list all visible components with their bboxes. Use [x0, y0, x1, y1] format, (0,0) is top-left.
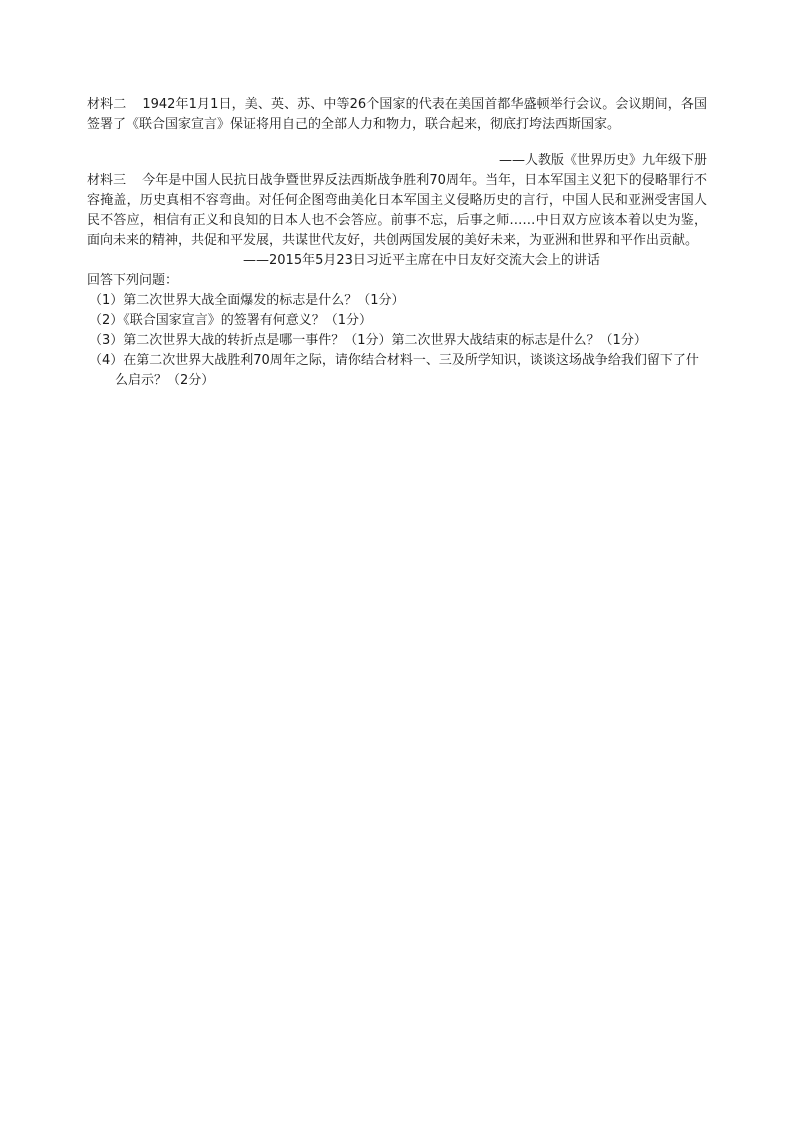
material-two-label: 材料二	[87, 97, 127, 112]
question-4: （4）在第二次世界大战胜利70周年之际，请你结合材料一、三及所学知识，谈谈这场战争给我们留下了什么启示？（2分）	[89, 353, 699, 388]
material-two-source: ——人教版《世界历史》九年级下册	[498, 153, 707, 168]
material-three-label: 材料三	[87, 173, 127, 188]
questions-intro: 回答下列问题：	[87, 273, 179, 288]
material-two-text: 1942年1月1日，美、英、苏、中等26个国家的代表在美国首都华盛顿举行会议。会议期间，各国签署了《联合国家宣言》保证将用自己的全部人力和物力，联合起来，彻底打垮法西斯国家。	[87, 97, 707, 132]
question-1: （1）第二次世界大战全面爆发的标志是什么？（1分）	[89, 293, 405, 308]
question-2: （2）《联合国家宣言》的签署有何意义？（1分）	[89, 313, 373, 328]
material-three	[87, 171, 707, 251]
material-three-text: 今年是中国人民抗日战争暨世界反法西斯战争胜利70周年。当年，日本军国主义犯下的侵略罪行不容掩盖，历史真相不容弯曲。对任何企图弯曲美化日本军国主义侵略历史的言行，中国人民和亚洲受害国人民不答应，相信有正义和良知的日本人也不会答应。前事不忘，后事之师……中日双方应该本着以史为鉴，面向未来的精神，共促和平发展，共谋世代友好，共创两国发展的美好未来，为亚洲和世界和平作出贡献。	[87, 173, 707, 248]
spacer	[87, 135, 707, 151]
question-3: （3）第二次世界大战的转折点是哪一事件？（1分）第二次世界大战结束的标志是什么？（1分）	[89, 333, 647, 348]
material-two	[87, 95, 707, 135]
material-three-source: ——2015年5月23日习近平主席在中日友好交流大会上的讲话	[243, 253, 600, 268]
document-page	[87, 95, 707, 391]
